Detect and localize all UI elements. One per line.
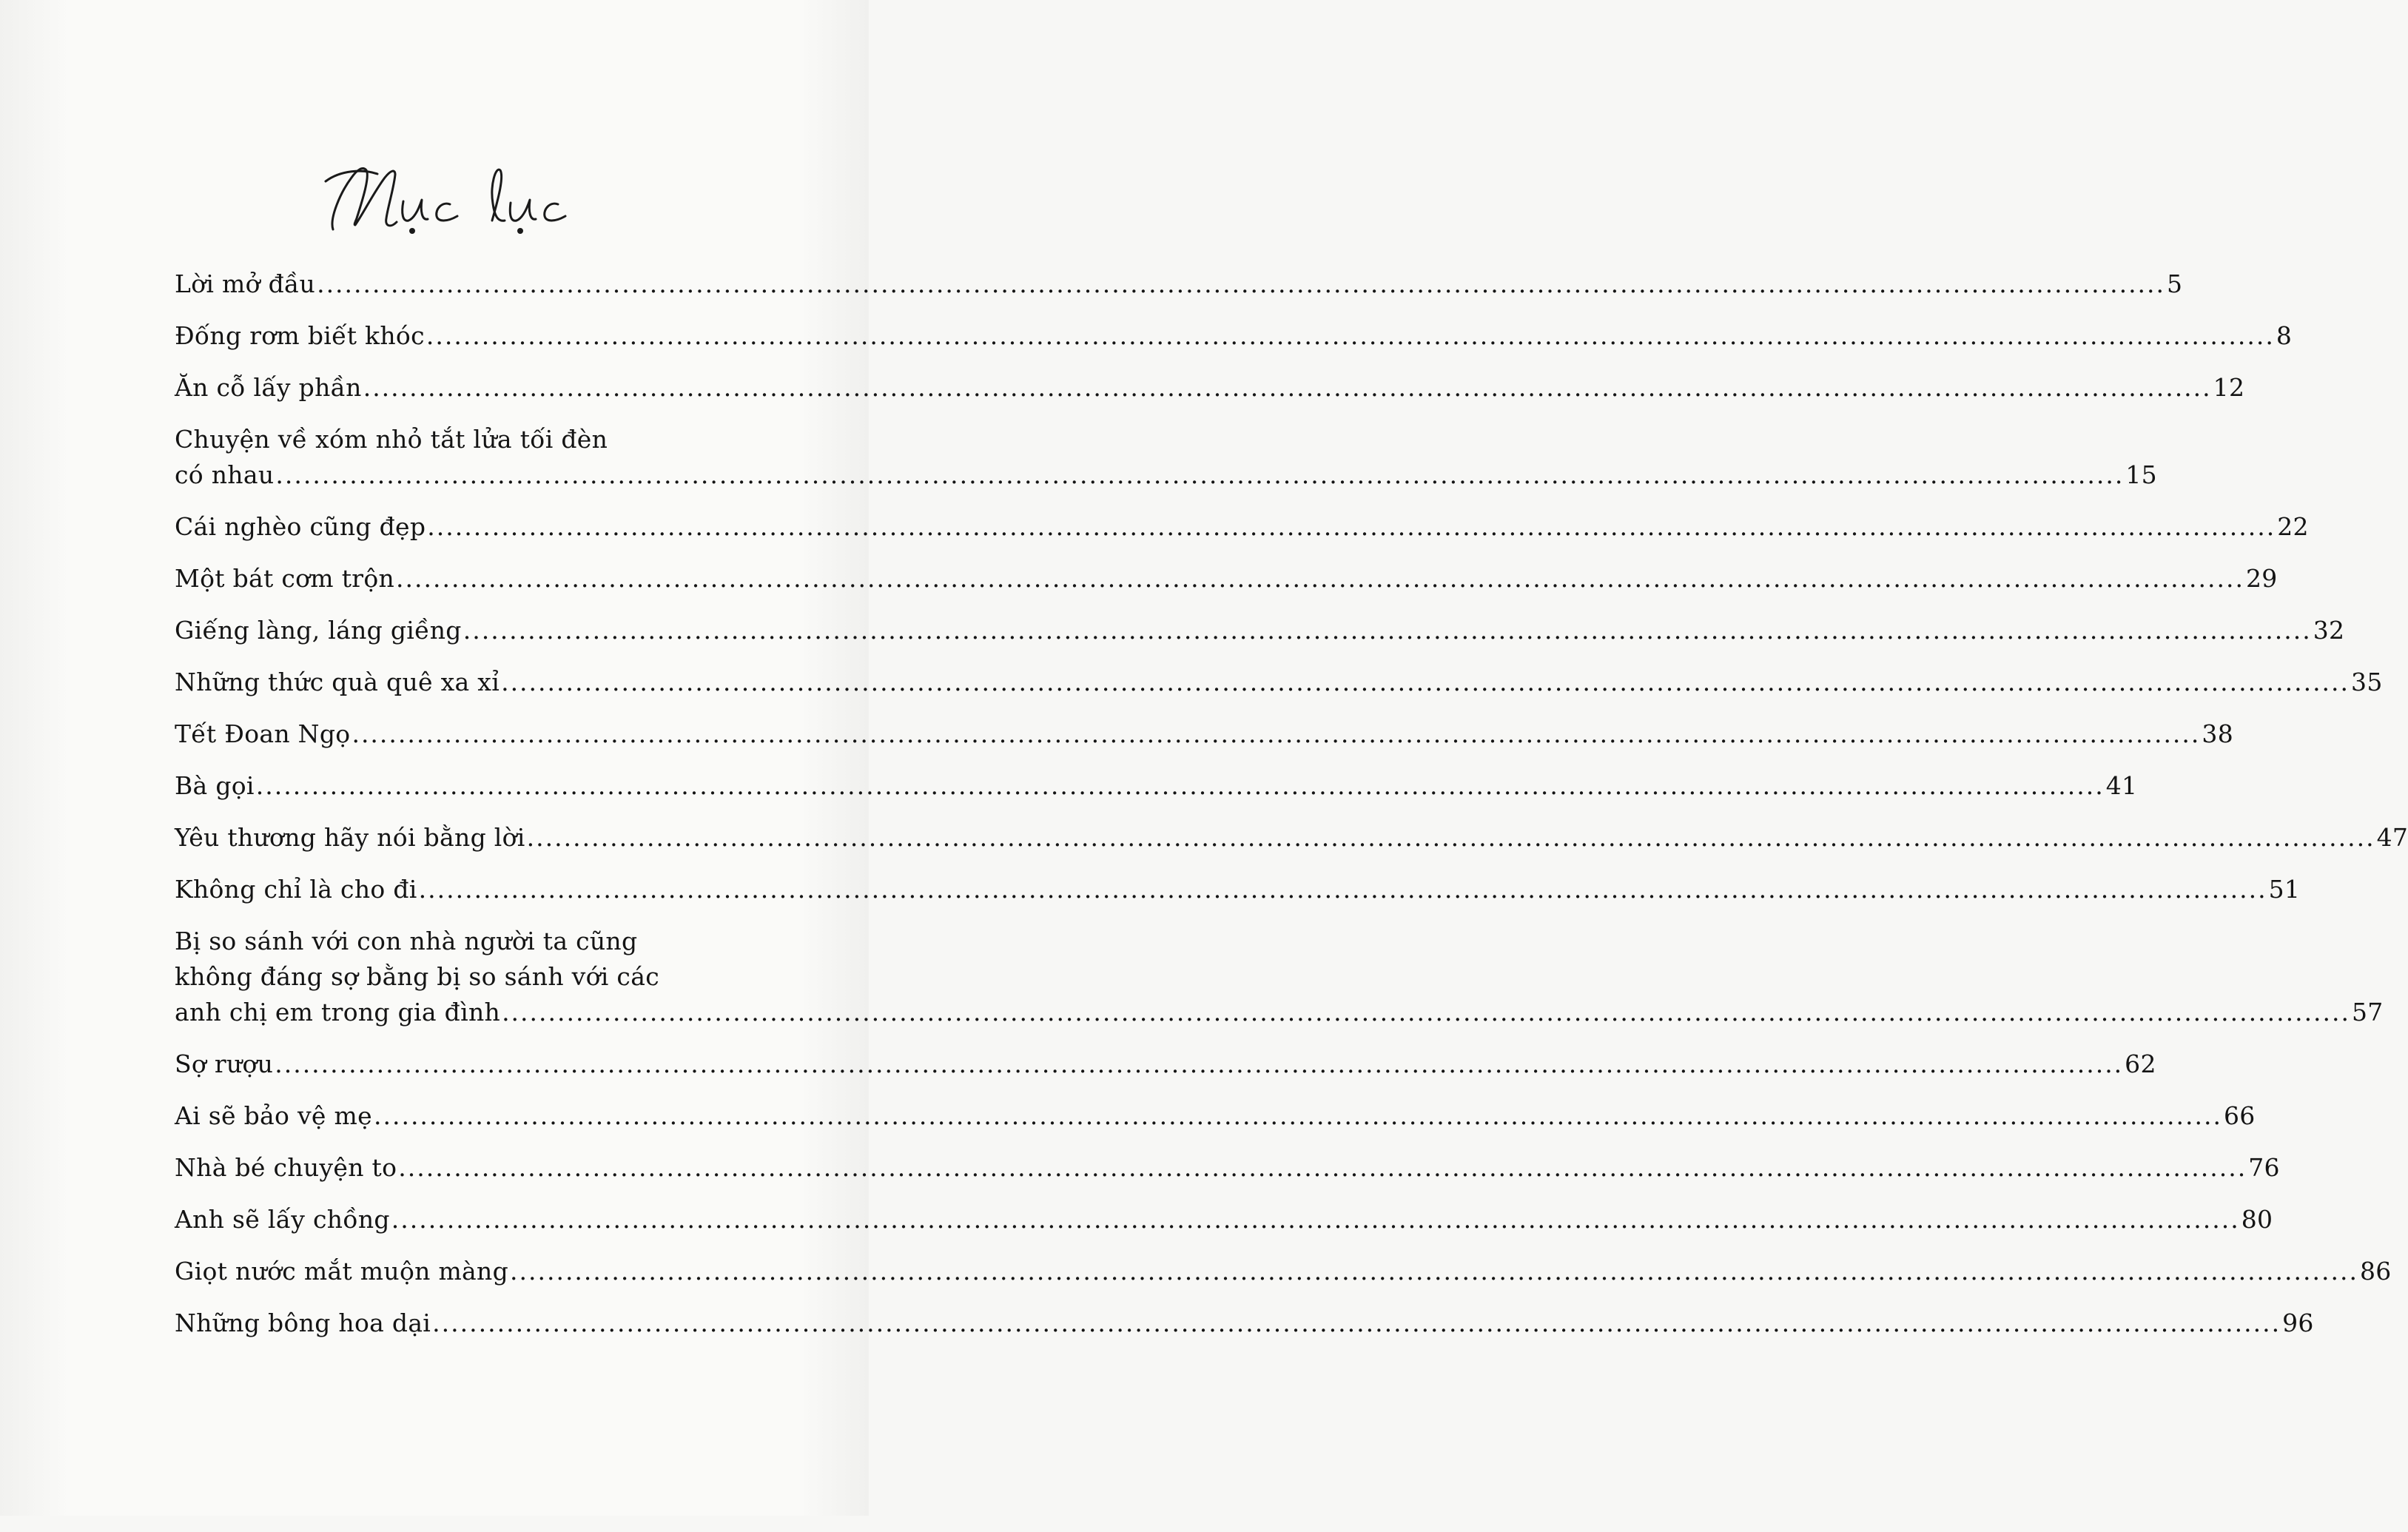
toc-entry-page-number: 86 <box>2359 1257 2392 1286</box>
toc-entry-row <box>175 1150 2280 1186</box>
toc-entry <box>175 370 2245 406</box>
dot-leader: ........................................................................................................................................................................................................ <box>426 321 2275 350</box>
toc-entry <box>175 768 2138 804</box>
toc-entry-page-number: 57 <box>2352 998 2384 1027</box>
toc-entry-page-number: 8 <box>2276 321 2293 350</box>
toc-entry-page-number: 41 <box>2105 771 2138 800</box>
toc-entry <box>175 1254 2392 1289</box>
toc-entry-page-number: 66 <box>2223 1101 2256 1130</box>
toc-entry <box>175 266 2183 302</box>
toc-list <box>175 266 2408 1357</box>
toc-entry-page-number: 38 <box>2202 719 2233 748</box>
dot-leader: ........................................................................................................................................................................................................ <box>391 1205 2240 1234</box>
toc-entry-row <box>175 820 2408 856</box>
toc-entry <box>175 1306 2314 1341</box>
toc-entry-row <box>175 665 2383 700</box>
toc-entry-title: có nhau <box>175 460 275 489</box>
toc-entry-row <box>175 370 2245 406</box>
toc-entry-title: Giọt nước mắt muộn màng <box>175 1257 508 1286</box>
toc-entry-page-number: 76 <box>2248 1153 2280 1182</box>
toc-entry-title: Sợ rượu <box>175 1049 274 1078</box>
dot-leader: ........................................................................................................................................................................................................ <box>275 460 2125 489</box>
dot-leader: ........................................................................................................................................................................................................ <box>501 668 2350 696</box>
toc-entry <box>175 1202 2273 1237</box>
toc-entry-title: Không chỉ là cho đi <box>175 875 417 904</box>
toc-entry-page-number: 96 <box>2282 1308 2314 1337</box>
toc-entry-title: Cái nghèo cũng đẹp <box>175 512 426 541</box>
dot-leader: ........................................................................................................................................................................................................ <box>373 1101 2222 1130</box>
toc-entry-row <box>175 872 2301 907</box>
toc-entry <box>175 613 2345 648</box>
dot-leader: ........................................................................................................................................................................................................ <box>275 1049 2124 1078</box>
toc-entry-title: Anh sẽ lấy chồng <box>175 1205 390 1234</box>
toc-entry <box>175 924 2384 1030</box>
toc-entry-row <box>175 768 2138 804</box>
dot-leader: ........................................................................................................................................................................................................ <box>526 823 2375 852</box>
toc-entry-row <box>175 1254 2392 1289</box>
toc-entry-row <box>175 1046 2156 1082</box>
toc-entry-title: Một bát cơm trộn <box>175 564 395 593</box>
toc-entry-page-number: 51 <box>2268 875 2301 904</box>
toc-entry-row <box>175 1202 2273 1237</box>
toc-entry <box>175 1098 2256 1134</box>
toc-entry-row <box>175 561 2278 597</box>
dot-leader: ........................................................................................................................................................................................................ <box>363 373 2212 402</box>
toc-entry-title: Yêu thương hãy nói bằng lời <box>175 823 525 852</box>
toc-entry <box>175 716 2233 752</box>
dot-leader: ........................................................................................................................................................................................................ <box>317 269 2166 298</box>
toc-entry-page-number: 15 <box>2125 460 2157 489</box>
toc-entry-title-line: không đáng sợ bằng bị so sánh với các <box>175 962 659 991</box>
toc-entry-page-number: 32 <box>2313 616 2345 645</box>
toc-entry-title: Những bông hoa dại <box>175 1308 431 1337</box>
toc-entry-page-number: 47 <box>2376 823 2408 852</box>
toc-entry-page-number: 80 <box>2241 1205 2273 1234</box>
toc-entry-title: Đống rơm biết khóc <box>175 321 425 350</box>
toc-entry-row <box>175 318 2293 354</box>
toc-entry <box>175 820 2408 856</box>
toc-entry-row <box>175 509 2309 545</box>
toc-entry <box>175 1150 2280 1186</box>
dot-leader: ........................................................................................................................................................................................................ <box>510 1257 2358 1286</box>
toc-entry-row <box>175 716 2233 752</box>
toc-entry-title: Lời mở đầu <box>175 269 316 298</box>
dot-leader: ........................................................................................................................................................................................................ <box>463 616 2312 645</box>
toc-entry-row <box>175 613 2345 648</box>
dot-leader: ........................................................................................................................................................................................................ <box>396 564 2244 593</box>
toc-heading <box>311 148 622 252</box>
toc-entry-title: Bà gọi <box>175 771 255 800</box>
toc-entry-title: Nhà bé chuyện to <box>175 1153 397 1182</box>
dot-leader: ........................................................................................................................................................................................................ <box>502 998 2351 1027</box>
toc-entry-title: Những thức quà quê xa xỉ <box>175 668 500 696</box>
toc-entry-row <box>175 1306 2314 1341</box>
toc-entry-page-number: 29 <box>2246 564 2278 593</box>
toc-entry-title-line: Bị so sánh với con nhà người ta cũng <box>175 927 638 955</box>
toc-entry <box>175 1046 2156 1082</box>
toc-entry-page-number: 5 <box>2167 269 2183 298</box>
toc-entry-row <box>175 457 2157 493</box>
dot-leader: ........................................................................................................................................................................................................ <box>352 719 2201 748</box>
toc-entry-page-number: 12 <box>2213 373 2245 402</box>
toc-entry-title: Ăn cỗ lấy phần <box>175 373 362 402</box>
dot-leader: ........................................................................................................................................................................................................ <box>432 1308 2281 1337</box>
dot-leader: ........................................................................................................................................................................................................ <box>398 1153 2247 1182</box>
toc-entry <box>175 509 2309 545</box>
toc-entry <box>175 422 2157 493</box>
toc-entry <box>175 561 2278 597</box>
toc-entry <box>175 318 2293 354</box>
toc-entry-page-number: 22 <box>2277 512 2309 541</box>
toc-entry-title: Tết Đoan Ngọ <box>175 719 351 748</box>
toc-entry-row <box>175 266 2183 302</box>
dot-leader: ........................................................................................................................................................................................................ <box>418 875 2267 904</box>
dot-leader: ........................................................................................................................................................................................................ <box>255 771 2105 800</box>
toc-heading-script <box>311 148 622 252</box>
dot-leader: ........................................................................................................................................................................................................ <box>427 512 2276 541</box>
toc-entry-title: anh chị em trong gia đình <box>175 998 501 1027</box>
toc-entry-title: Ai sẽ bảo vệ mẹ <box>175 1101 372 1130</box>
toc-entry-title: Giếng làng, láng giềng <box>175 616 462 645</box>
toc-entry <box>175 665 2383 700</box>
toc-entry-row <box>175 1098 2256 1134</box>
toc-entry-page-number: 62 <box>2125 1049 2156 1078</box>
toc-entry-title-line: Chuyện về xóm nhỏ tắt lửa tối đèn <box>175 425 608 454</box>
toc-entry <box>175 872 2301 907</box>
toc-entry-page-number: 35 <box>2351 668 2383 696</box>
toc-entry-row <box>175 995 2384 1030</box>
